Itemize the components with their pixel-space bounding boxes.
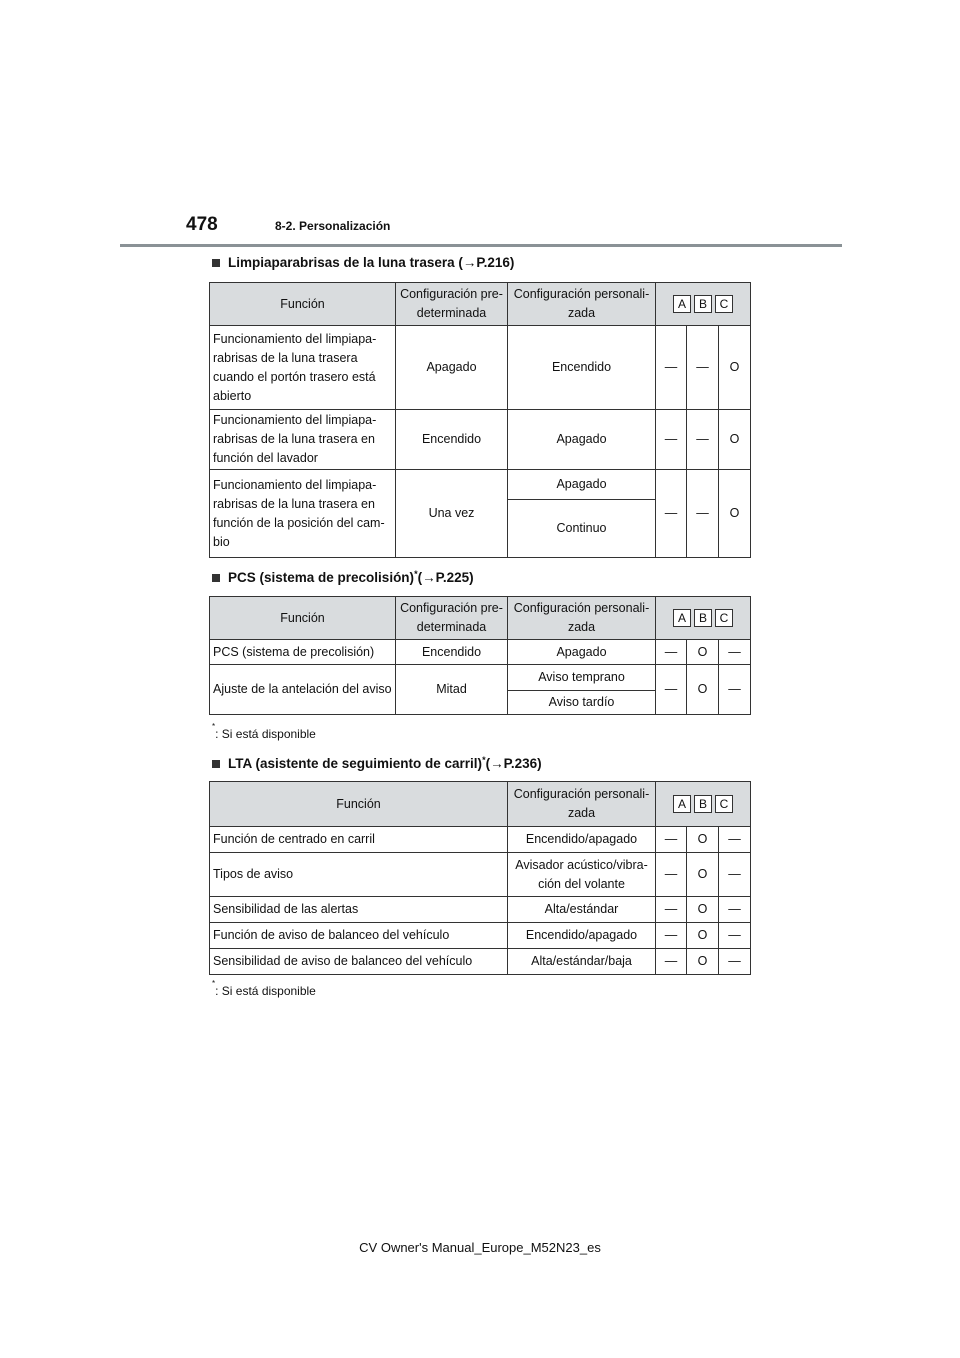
cell-default: Una vez <box>396 470 508 558</box>
cell-c: O <box>719 410 751 470</box>
col-c: C <box>715 795 733 813</box>
col-abc <box>656 782 751 827</box>
cell-a: — <box>656 897 687 923</box>
cell-custom-option: Continuo <box>508 500 656 558</box>
cell-function: Función de aviso de balanceo del vehículo <box>210 923 508 949</box>
cell-b: — <box>687 470 719 558</box>
cell-b: O <box>687 640 719 665</box>
col-b: B <box>694 795 712 813</box>
table-row <box>210 410 751 470</box>
cell-custom: Avisador acústico/vibra-ción del volante <box>508 853 656 897</box>
cell-function: PCS (sistema de precolisión) <box>210 640 396 665</box>
cell-c: — <box>719 640 751 665</box>
heading-ref: (→P.236) <box>485 756 542 771</box>
cell-default: Apagado <box>396 326 508 410</box>
cell-function: Ajuste de la antelación del aviso <box>210 665 396 715</box>
table-row <box>210 640 751 665</box>
heading-text: Limpiaparabrisas de la luna trasera (→P.216) <box>228 255 515 270</box>
cell-default: Encendido <box>396 410 508 470</box>
cell-custom-option: Aviso tardío <box>508 691 656 715</box>
col-c: C <box>715 295 733 313</box>
table-row <box>210 470 751 500</box>
square-bullet-icon <box>212 760 220 768</box>
table-row <box>210 853 751 897</box>
col-a: A <box>673 609 691 627</box>
cell-a: — <box>656 853 687 897</box>
cell-custom: Apagado <box>508 410 656 470</box>
cell-custom: Encendido/apagado <box>508 923 656 949</box>
cell-b: O <box>687 665 719 715</box>
cell-function: Funcionamiento del limpiapa-rabrisas de la luna trasera cuando el portón trasero está abierto <box>210 326 396 410</box>
cell-b: O <box>687 853 719 897</box>
footnote-mark: * <box>414 568 418 579</box>
cell-function: Sensibilidad de aviso de balanceo del vehículo <box>210 949 508 975</box>
heading-lta <box>212 756 542 771</box>
table-header-row <box>210 597 751 640</box>
cell-custom: Alta/estándar/baja <box>508 949 656 975</box>
cell-a: — <box>656 470 687 558</box>
col-a: A <box>673 295 691 313</box>
cell-b: O <box>687 923 719 949</box>
col-b: B <box>694 609 712 627</box>
cell-a: — <box>656 923 687 949</box>
square-bullet-icon <box>212 259 220 267</box>
table-row <box>210 665 751 691</box>
cell-default: Mitad <box>396 665 508 715</box>
table-row <box>210 923 751 949</box>
col-abc <box>656 597 751 640</box>
cell-a: — <box>656 410 687 470</box>
cell-c: — <box>719 949 751 975</box>
heading-pcs <box>212 570 474 585</box>
col-custom: Configuración personali-zada <box>508 283 656 326</box>
heading-ref: (→P.225) <box>417 570 474 585</box>
table-row <box>210 827 751 853</box>
cell-a: — <box>656 640 687 665</box>
cell-b: O <box>687 949 719 975</box>
col-abc <box>656 283 751 326</box>
cell-function: Sensibilidad de las alertas <box>210 897 508 923</box>
cell-b: — <box>687 326 719 410</box>
cell-a: — <box>656 665 687 715</box>
cell-c: — <box>719 665 751 715</box>
cell-function: Funcionamiento del limpiapa-rabrisas de la luna trasera en función del lavador <box>210 410 396 470</box>
cell-function: Funcionamiento del limpiapa-rabrisas de la luna trasera en función de la posición del cam-bio <box>210 470 396 558</box>
cell-a: — <box>656 827 687 853</box>
square-bullet-icon <box>212 574 220 582</box>
table-lta <box>209 781 751 975</box>
table-header-row <box>210 782 751 827</box>
col-c: C <box>715 609 733 627</box>
col-custom: Configuración personali-zada <box>508 597 656 640</box>
footnote <box>212 722 316 741</box>
cell-a: — <box>656 326 687 410</box>
col-a: A <box>673 795 691 813</box>
table-row <box>210 949 751 975</box>
cell-custom: Alta/estándar <box>508 897 656 923</box>
table-row <box>210 326 751 410</box>
cell-c: — <box>719 897 751 923</box>
cell-c: — <box>719 827 751 853</box>
footer-text: CV Owner's Manual_Europe_M52N23_es <box>359 1240 601 1255</box>
col-custom: Configuración personali-zada <box>508 782 656 827</box>
cell-default: Encendido <box>396 640 508 665</box>
cell-b: O <box>687 897 719 923</box>
cell-c: O <box>719 470 751 558</box>
col-default: Configuración pre-determinada <box>396 283 508 326</box>
footnote-mark: * <box>212 722 216 731</box>
cell-b: O <box>687 827 719 853</box>
page-number: 478 <box>186 214 218 235</box>
col-function: Función <box>210 597 396 640</box>
cell-c: O <box>719 326 751 410</box>
table-pcs <box>209 596 751 715</box>
cell-c: — <box>719 853 751 897</box>
header-divider <box>120 244 842 247</box>
col-function: Función <box>210 782 508 827</box>
footnote <box>212 979 316 998</box>
cell-a: — <box>656 949 687 975</box>
table-header-row <box>210 283 751 326</box>
cell-custom: Apagado <box>508 640 656 665</box>
heading-text: PCS (sistema de precolisión) <box>228 570 415 585</box>
footnote-text: : Si está disponible <box>215 727 316 741</box>
cell-custom-option: Apagado <box>508 470 656 500</box>
section-title: 8-2. Personalización <box>275 219 391 233</box>
col-default: Configuración pre-determinada <box>396 597 508 640</box>
col-b: B <box>694 295 712 313</box>
heading-rear-wiper <box>212 255 514 270</box>
cell-function: Función de centrado en carril <box>210 827 508 853</box>
cell-custom: Encendido <box>508 326 656 410</box>
table-rear-wiper <box>209 282 751 558</box>
table-row <box>210 897 751 923</box>
footnote-text: : Si está disponible <box>215 984 316 998</box>
col-function: Función <box>210 283 396 326</box>
footnote-mark: * <box>212 979 216 988</box>
heading-text: LTA (asistente de seguimiento de carril) <box>228 756 483 771</box>
cell-function: Tipos de aviso <box>210 853 508 897</box>
footnote-mark: * <box>482 754 486 765</box>
cell-c: — <box>719 923 751 949</box>
cell-b: — <box>687 410 719 470</box>
cell-custom-option: Aviso temprano <box>508 665 656 691</box>
cell-custom: Encendido/apagado <box>508 827 656 853</box>
